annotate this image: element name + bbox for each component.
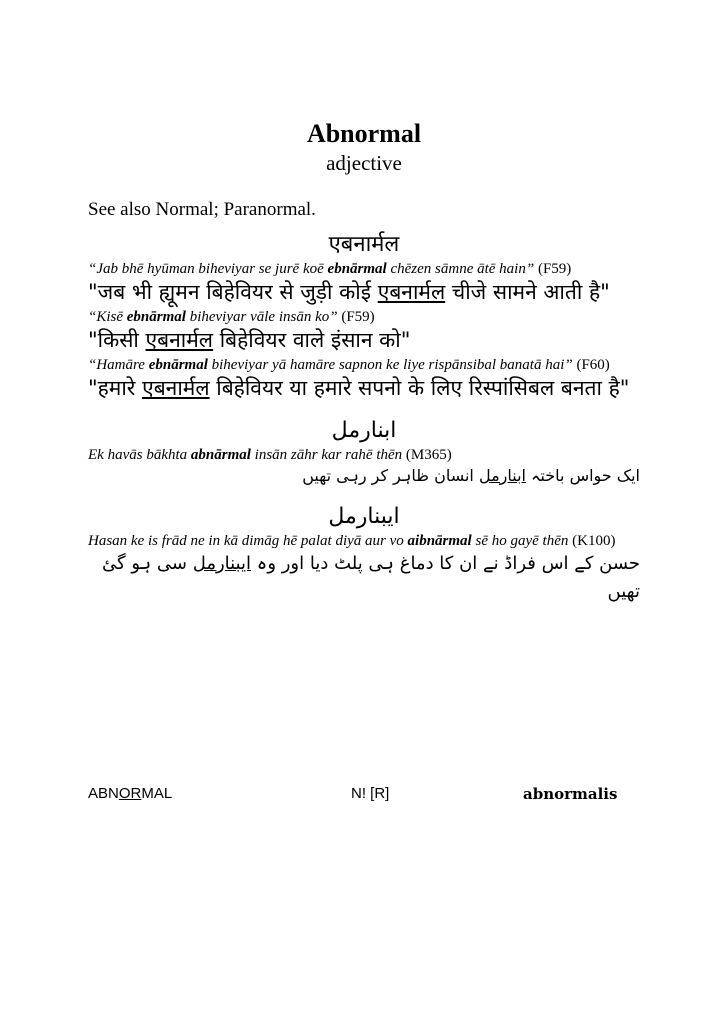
- example-urdu: ایک حواس باختہ ابنارمل انسان ظاہر کر رہی تھیں: [302, 466, 640, 485]
- footer-codes: [88, 785, 644, 807]
- citation: (K100): [572, 533, 616, 549]
- footer-code-middle: N! [R]: [351, 785, 390, 802]
- dictionary-page: [88, 118, 640, 606]
- example-hindi: "जब भी ह्यूमन बिहेवियर से जुड़ी कोई एबनार्मल चीजे सामने आती है": [88, 280, 610, 304]
- urdu-headword: ابنارمل: [331, 418, 397, 443]
- example-transliteration: Ek havās bākhta abnārmal insān zāhr kar rahē thēn (M365): [88, 447, 452, 463]
- citation: (F60): [576, 357, 610, 373]
- citation: (F59): [341, 309, 375, 325]
- example-urdu: حسن کے اس فراڈ نے ان کا دماغ ہی پلٹ دیا اور وہ ایبنارمل سی ہو گئ تھیں: [102, 553, 640, 602]
- entry-title: Abnormal: [306, 119, 422, 148]
- citation: (M365): [405, 447, 452, 463]
- example-transliteration: “Hamāre ebnārmal biheviyar yā hamāre sapnon ke liye rispānsibal banatā hai” (F60): [88, 357, 610, 373]
- footer-etymon: abnormalis: [523, 785, 618, 803]
- urdu-headword-variant: ایبنارمل: [328, 504, 400, 529]
- example-transliteration: “Jab bhē hyūman biheviyar se jurē koē ebnārmal chēzen sāmne ātē hain” (F59): [88, 261, 572, 277]
- see-also-line: See also Normal; Paranormal.: [88, 199, 316, 220]
- example-transliteration: Hasan ke is frād ne in kā dimāg hē palat diyā aur vo aibnārmal sē ho gayē thēn (K100): [88, 533, 616, 549]
- example-hindi: "किसी एबनार्मल बिहेवियर वाले इंसान को": [88, 328, 411, 352]
- footer-code-left: ABNORMAL: [88, 785, 173, 802]
- citation: (F59): [537, 261, 572, 277]
- example-transliteration: “Kisē ebnārmal biheviyar vāle insān ko” (F59): [88, 309, 375, 325]
- example-hindi: "हमारे एबनार्मल बिहेवियर या हमारे सपनो के लिए रिस्पांसिबल बनता है": [88, 376, 630, 400]
- part-of-speech: adjective: [326, 151, 402, 175]
- hindi-headword: एबनार्मल: [328, 232, 400, 257]
